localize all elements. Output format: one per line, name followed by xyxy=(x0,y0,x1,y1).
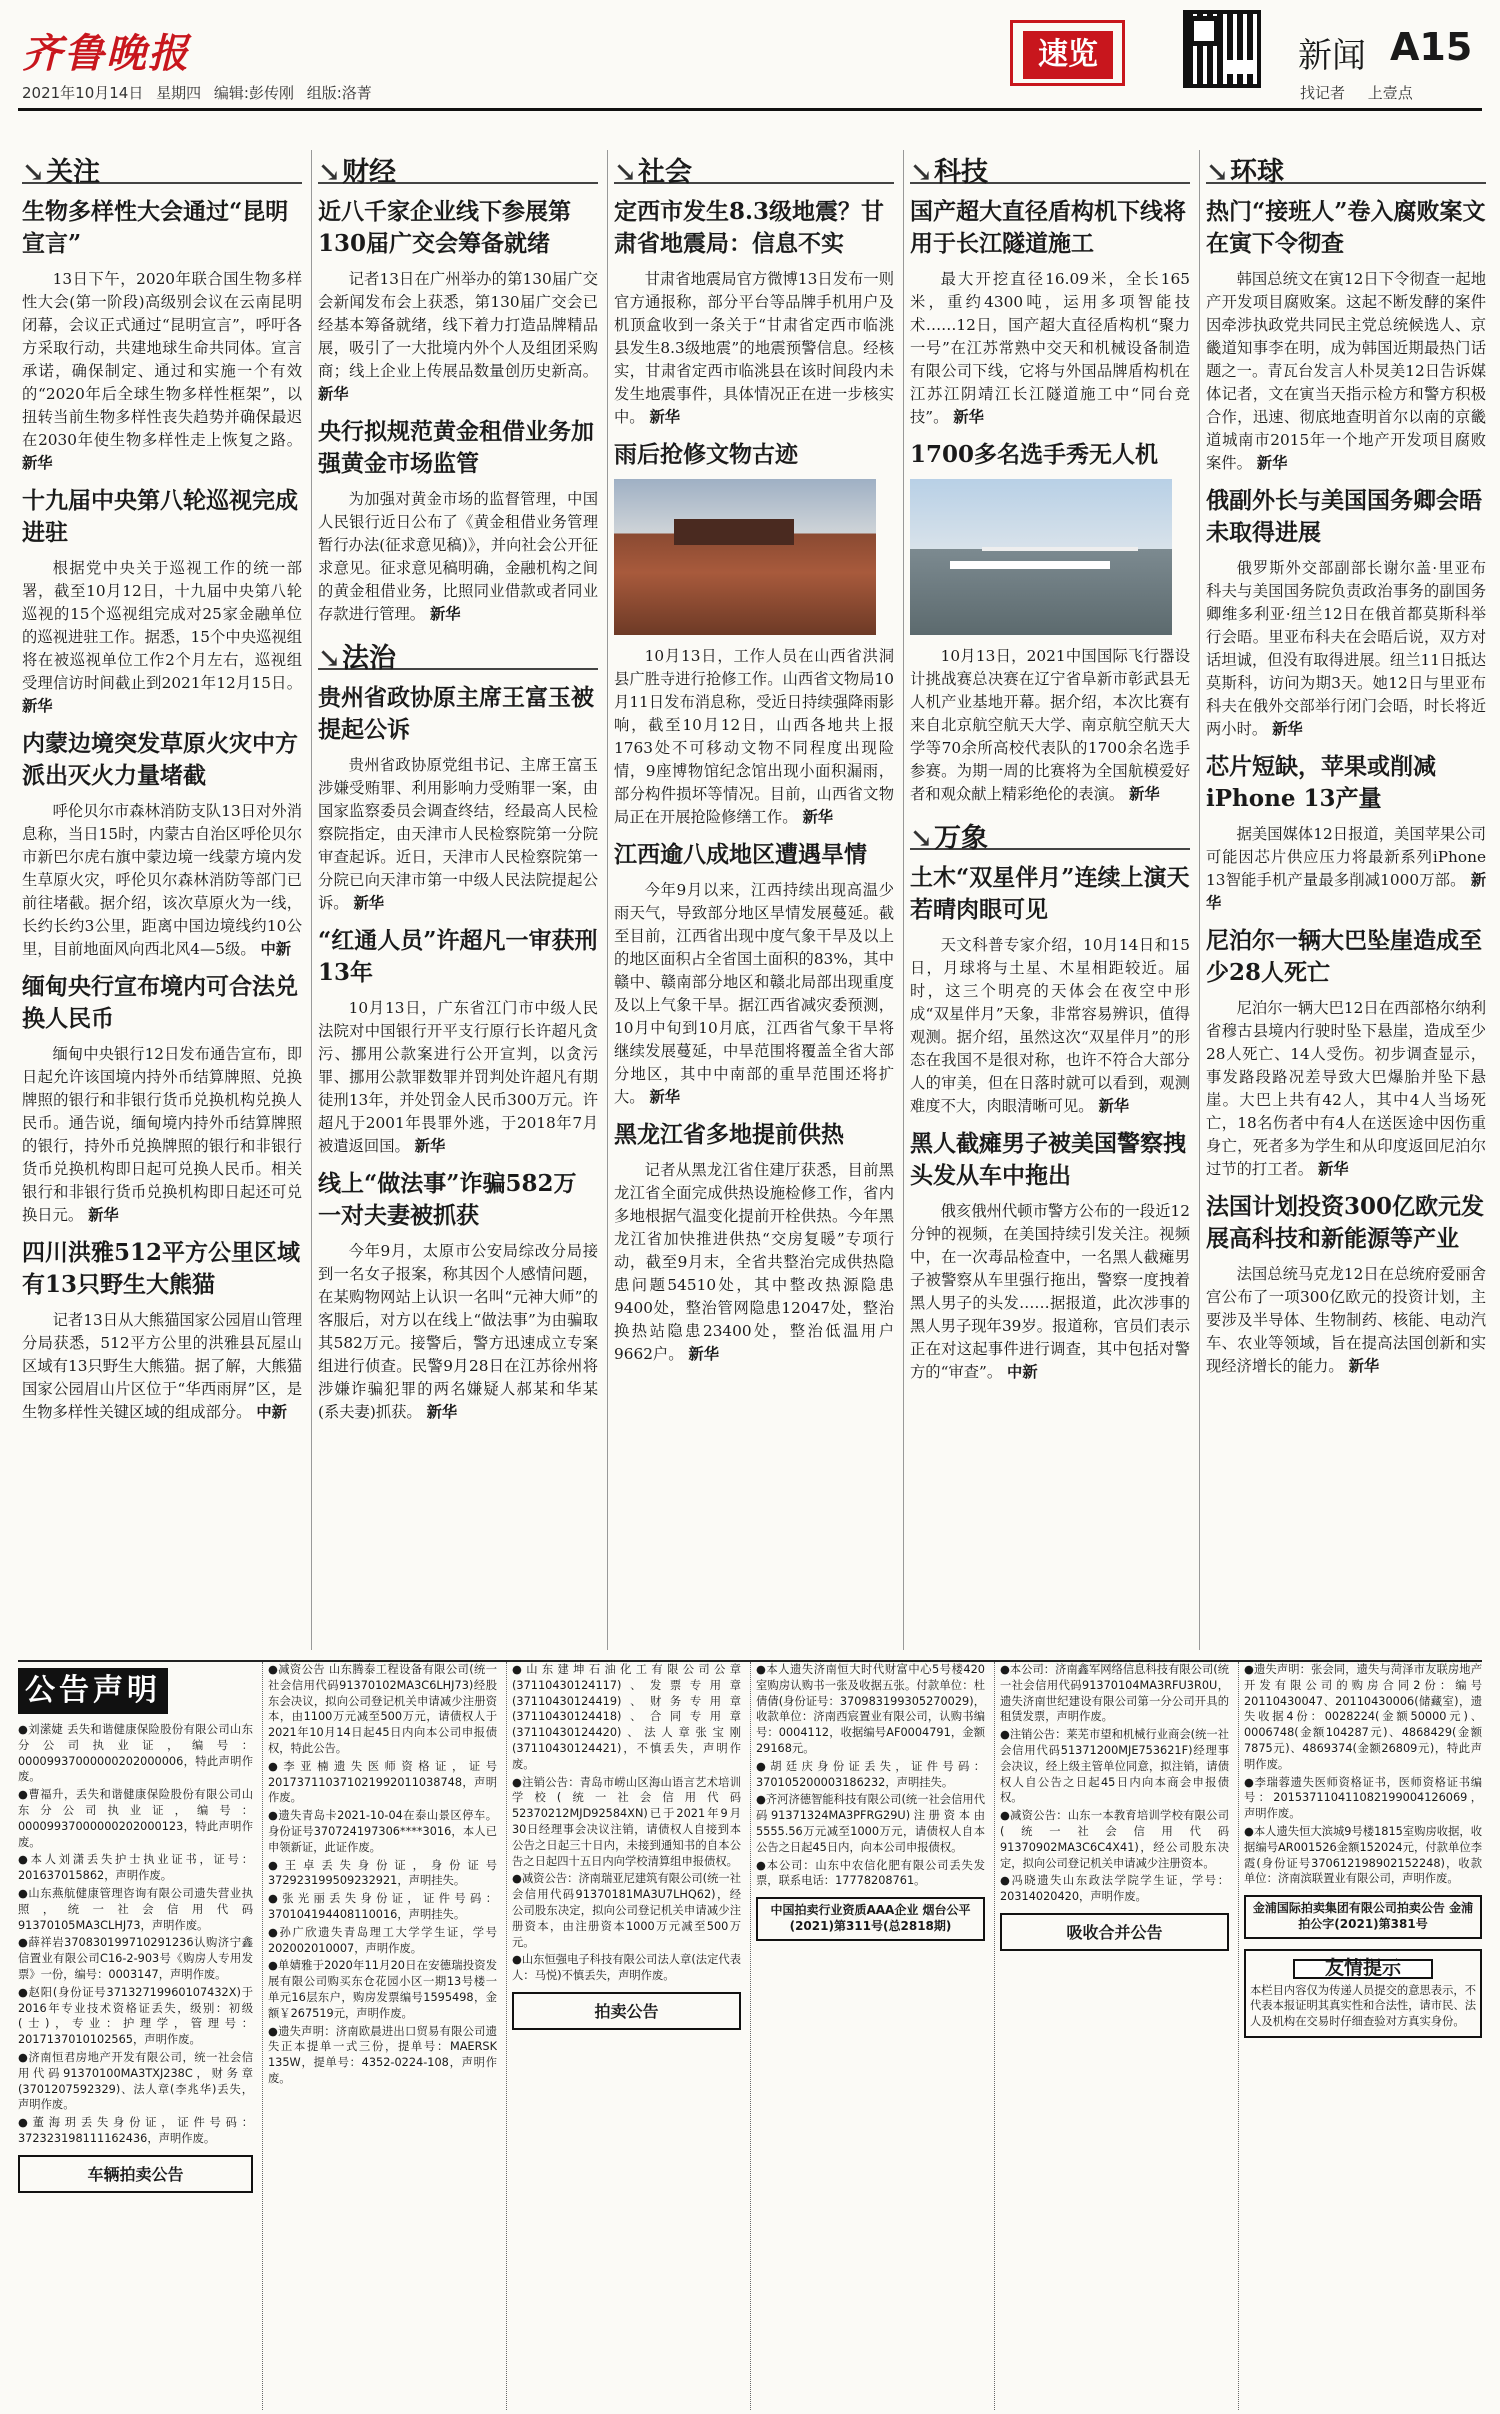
notice-item: ●刘潆婕 丢失和谐健康保险股份有限公司山东分公司执业证，编号：00009937000000202000006，特此声明作废。 xyxy=(18,1723,253,1784)
notice-item: ●注销公告：青岛市崂山区海山语言艺术培训学校(统一社会信用代码52370212MJD92584XN)已于2021年9月30日经理事会决议注销，请债权人自接到本公告之日起三十日内，未接到通知书的自本公告之日起四十五日内向学校清算组申报债权。 xyxy=(512,1775,741,1868)
article xyxy=(1206,196,1486,475)
article-body: 10月13日，广东省江门市中级人民法院对中国银行开平支行原行长许超凡贪污、挪用公款案进行公开宣判，以贪污罪、挪用公款罪数罪并罚判处许超凡有期徒刑13年，并处罚金人民币300万元。许超凡于2001年畏罪外逃，于2018年7月被遣返回国。 新华 xyxy=(318,999,598,1155)
notice-item: ●本人刘潇丢失护士执业证书，证号：201637015862，声明作废。 xyxy=(18,1853,253,1883)
column-world xyxy=(1206,150,1486,1650)
arrow-icon: ↘ xyxy=(1206,157,1229,188)
column-header: ↘万象 xyxy=(910,816,1190,850)
ad-column xyxy=(18,1662,253,2410)
tip-title: 友情提示 xyxy=(1293,1959,1433,1979)
article-body: 据美国媒体12日报道，美国苹果公司可能因芯片供应压力将最新系列iPhone 13智能手机产量最多削减1000万部。 新华 xyxy=(1206,825,1486,912)
article xyxy=(318,682,598,915)
notice-item: ●单婧雅于2020年11月20日在安德瑞投资发展有限公司购买东仓花园小区一期13号楼一单元16层东户，购房发票编号1595498，金额￥267519元，声明作废。 xyxy=(268,1959,497,2020)
dateline: 2021年10月14日 星期四 编辑:彭传刚 组版:洛菁 xyxy=(22,84,372,102)
article-body: 记者从黑龙江省住建厅获悉，目前黑龙江省全面完成供热设施检修工作，省内多地根据气温变化提前开栓供热。今年黑龙江省加快推进供热“交房复暖”专项行动，截至9月末，全省共整治完成供热隐患问题54510处，其中整改热源隐患9400处，整治管网隐患12047处，整治换热站隐患23400处，整治低温用户9662户。 新华 xyxy=(614,1161,894,1363)
column-tech xyxy=(910,150,1190,1650)
masthead xyxy=(0,0,1500,130)
notice-item: ●山东恒强电子科技有限公司法人章(法定代表人：马悦)不慎丢失，声明作废。 xyxy=(512,1953,741,1983)
article-title[interactable]: 国产超大直径盾构机下线将用于长江隧道施工 xyxy=(910,198,1186,257)
article xyxy=(910,196,1190,429)
article-title[interactable]: 内蒙边境突发草原火灾中方派出灭火力量堵截 xyxy=(22,730,298,789)
classified-ads xyxy=(18,1662,1482,2410)
article-title[interactable]: 江西逾八成地区遭遇旱情 xyxy=(614,841,867,868)
article-body: 最大开挖直径16.09米，全长165米，重约4300吨，运用多项智能技术……12日，国产超大直径盾构机“聚力一号”在江苏常熟中交天和机械设备制造有限公司下线，它将与外国品牌盾构机在江苏江阴靖江长江隧道施工中“同台竞技”。 新华 xyxy=(910,270,1190,426)
ad-column xyxy=(994,1662,1229,2410)
notice-item: ●遗失声明：张会同，遗失与菏泽市友联房地产开发有限公司的购房合同2份：编号20110430047、20110430006(储藏室)，遗失收据4份：0028224(金额50000元)、0006748(金额104287元)、4868429(金额7875元)、4869374(金额26809元)，特此声明作废。 xyxy=(1244,1663,1482,1771)
article xyxy=(22,485,302,718)
article-body: 呼伦贝尔市森林消防支队13日对外消息称，当日15时，内蒙古自治区呼伦贝尔市新巴尔虎右旗中蒙边境一线蒙方境内发生草原火灾，呼伦贝尔森林消防等部门已前往堵截。据介绍，该次草原火为一线，长约长约3公里，距离中国边境线约10公里，目前地面风向西北风4—5级。 中新 xyxy=(22,802,302,958)
article-title[interactable]: 黑龙江省多地提前供热 xyxy=(614,1121,844,1148)
notice-item: ●孙广欣遗失青岛理工大学学生证，学号202002010007，声明作废。 xyxy=(268,1925,497,1955)
notice-item: ●济南恒君房地产开发有限公司，统一社会信用代码91370100MA3TXJ238C，财务章(3701207592329)、法人章(李兆华)丢失，声明作废。 xyxy=(18,2050,253,2112)
column-header: ↘社会 xyxy=(614,150,894,184)
auction-box xyxy=(18,2155,253,2193)
article-title[interactable]: 1700多名选手秀无人机 xyxy=(910,441,1159,468)
merger-box xyxy=(1000,1913,1229,1951)
auction-box xyxy=(1244,1895,1482,1939)
article xyxy=(614,196,894,429)
article-body: 为加强对黄金市场的监督管理，中国人民银行近日公布了《黄金租借业务管理暂行办法(征求意见稿)》，并向社会公开征求意见。征求意见稿明确，金融机构之间的黄金租借业务，比照同业借款或者同业存款进行管理。 新华 xyxy=(318,490,598,623)
notice-item: ●山东建坤石油化工有限公司公章(37110430124117)、发票专用章(37110430124419)、财务专用章(37110430124418)、合同专用章(37110430124420)、法人章张宝刚(37110430124421)，不慎丢失，声明作废。 xyxy=(512,1663,741,1771)
arrow-icon: ↘ xyxy=(318,643,341,674)
arrow-icon: ↘ xyxy=(910,823,933,854)
article-title[interactable]: 芯片短缺，苹果或削减iPhone 13产量 xyxy=(1206,753,1436,812)
notice-item: ●冯晓遗失山东政法学院学生证，学号：20314020420，声明作废。 xyxy=(1000,1874,1229,1904)
column-header: ↘环球 xyxy=(1206,150,1486,184)
notice-item: ●曹福升，丢失和谐健康保险股份有限公司山东分公司执业证，编号：00009937000000202000123，特此声明作废。 xyxy=(18,1788,253,1849)
notice-item: ●本人遗失济南恒大时代财富中心5号楼420室购房认购书一张及收据五张。付款单位：杜倩倩(身份证号：370983199305270029)，收款单位：济南西宸置业有限公司，认购书编号：0004112，收据编号AF0004791，金额29168元。 xyxy=(756,1663,985,1755)
article-title[interactable]: 贵州省政协原主席王富玉被提起公诉 xyxy=(318,684,594,743)
ad-column xyxy=(262,1662,497,2410)
article-body: 10月13日，工作人员在山西省洪洞县广胜寺进行抢修工作。山西省文物局10月11日发布消息称，受近日持续强降雨影响，截至10月12日，山西各地共上报1763处不可移动文物不同程度出现险情，9座博物馆纪念馆出现小面积漏雨，部分构件损坏等情况。目前，山西省文物局正在开展抢险修缮工作。 新华 xyxy=(614,647,894,826)
ad-column xyxy=(1238,1662,1482,2410)
column-focus xyxy=(22,150,302,1650)
article xyxy=(614,1119,894,1366)
article-body: 记者13日从大熊猫国家公园眉山管理分局获悉，512平方公里的洪雅县瓦屋山区域有13只野生大熊猫。据了解，大熊猫国家公园眉山片区位于“华西雨屏”区，是生物多样性关键区域的组成部分。 中新 xyxy=(22,1311,302,1421)
auction-title: 中国拍卖行业资质AAA企业 烟台公平(2021)第311号(总2818期) xyxy=(770,1903,971,1933)
column-divider xyxy=(311,150,312,1650)
qr-code-icon xyxy=(1183,10,1261,88)
article xyxy=(614,839,894,1109)
arrow-icon: ↘ xyxy=(22,157,45,188)
article xyxy=(22,728,302,961)
column-header: ↘科技 xyxy=(910,150,1190,184)
article-title[interactable]: 缅甸央行宣布境内可合法兑换人民币 xyxy=(22,973,298,1032)
article-title[interactable]: 线上“做法事”诈骗582万一对夫妻被抓获 xyxy=(318,1170,577,1229)
article-title[interactable]: 雨后抢修文物古迹 xyxy=(614,441,798,468)
merger-title: 吸收合并公告 xyxy=(1066,1922,1163,1942)
article xyxy=(22,1237,302,1424)
article-body: 记者13日在广州举办的第130届广交会新闻发布会上获悉，第130届广交会已经基本筹备就绪，线下着力打造品牌精品展，吸引了一大批境内外个人及组团采购商；线上企业上传展品数量创历史新高。 新华 xyxy=(318,270,598,403)
arrow-icon: ↘ xyxy=(318,157,341,188)
article xyxy=(910,1128,1190,1384)
notice-item: ●减资公告：山东一本教育培训学校有限公司(统一社会信用代码91370902MA3C6C4X41)，经公司股东决定，拟向公司登记机关申请减少注册资本。 xyxy=(1000,1809,1229,1870)
notice-item: ●张光丽丢失身份证，证件号码：370104194408110016，声明挂失。 xyxy=(268,1892,497,1921)
auction-title: 拍卖公告 xyxy=(594,2001,659,2021)
masthead-rule xyxy=(18,108,1482,111)
arrow-icon: ↘ xyxy=(614,157,637,188)
notice-item: ●减资公告 山东腾泰工程设备有限公司(统一社会信用代码91370102MA3C6LHJ73)经股东会决议，拟向公司登记机关申请减少注册资本，由1100万元减至500万元，请债权人于2021年10月14日起45日内向本公司申报债权，特此公告。 xyxy=(268,1663,497,1755)
notice-item: ●王卓丢失身份证，身份证号372923199509232921，声明挂失。 xyxy=(268,1858,497,1888)
quick-read-badge xyxy=(1010,20,1125,86)
article-body: 俄亥俄州代顿市警方公布的一段近12分钟的视频，在美国持续引发关注。视频中，在一次毒品检查中，一名黑人截瘫男子被警察从车里强行拖出，警察一度拽着黑人男子的头发……据报道，此次涉事的黑人男子现年39岁。报道称，官员们表示正在对这起事件进行调查，其中包括对警方的“审查”。 中新 xyxy=(910,1202,1190,1381)
notice-item: ●注销公告：莱芜市望和机械行业商会(统一社会信用代码51371200MJE753621F)经理事会决议，经上级主管单位同意，拟注销，请债权人自公告之日起45日内向本商会申报债权。 xyxy=(1000,1728,1229,1805)
notice-item: ●齐河济德智能科技有限公司(统一社会信用代码91371324MA3PFRG29U)注册资本由5555.56万元减至1000万元，请债权人自本公告之日起45日内，向本公司申报债权。 xyxy=(756,1793,985,1854)
notice-item: ●减资公告：济南瑞亚尼建筑有限公司(统一社会信用代码91370181MA3U7LHQ62)，经公司股东决定，拟向公司登记机关申请减少注册资本，由注册资本1000万元减至500万元。 xyxy=(512,1872,741,1949)
editor-contact: 找记者 上壹点 xyxy=(1300,84,1413,102)
friendly-tip-box xyxy=(1244,1949,1482,2038)
article xyxy=(22,196,302,475)
article-body: 韩国总统文在寅12日下令彻查一起地产开发项目腐败案。这起不断发酵的案件因牵涉执政党共同民主党总统候选人、京畿道知事李在明，成为韩国近期最热门话题之一。青瓦台发言人朴炅美12日告诉媒体记者，文在寅当天指示检方和警方积极合作，迅速、彻底地查明首尔以南的京畿道城南市2015年一个地产开发项目腐败案件。 新华 xyxy=(1206,270,1486,472)
article xyxy=(318,925,598,1158)
notice-title: 公告声明 xyxy=(18,1668,168,1714)
article xyxy=(1206,751,1486,915)
drone-contest-photo xyxy=(910,479,1172,635)
article-body: 今年9月以来，江西持续出现高温少雨天气，导致部分地区旱情发展蔓延。截至目前，江西省出现中度气象干旱及以上的地区面积占全省国土面积的83%，其中赣中、赣南部分地区和赣北局部出现重度及以上气象干旱。据江西省减灾委预测，10月中旬到10月底，江西省气象干旱将继续发展蔓延，中旱范围将覆盖全省大部分地区，其中中南部的重旱范围还将扩大。 新华 xyxy=(614,881,894,1106)
article-body: 今年9月，太原市公安局综改分局接到一名女子报案，称其因个人感情问题，在某购物网站上认识一名叫“元神大师”的客服后，对方以在线上“做法事”为由骗取其582万元。接警后，警方迅速成立专案组进行侦查。民警9月28日在江苏徐州将涉嫌诈骗犯罪的两名嫌疑人郝某和华某(系夫妻)抓获。 新华 xyxy=(318,1242,598,1421)
article-body: 10月13日，2021中国国际飞行器设计挑战赛总决赛在辽宁省阜新市彰武县无人机产业基地开幕。据介绍，本次比赛有来自北京航空航天大学、南京航空航天大学等70余所高校代表队的1700余名选手参赛。为期一周的比赛将为全国航模爱好者和观众献上精彩绝伦的表演。 新华 xyxy=(910,647,1190,803)
column-header: ↘法治 xyxy=(318,636,598,670)
column-header: ↘财经 xyxy=(318,150,598,184)
column-finance xyxy=(318,150,598,1650)
article-title[interactable]: 生物多样性大会通过“昆明宣言” xyxy=(22,198,289,257)
quick-read-label: 速览 xyxy=(1023,31,1113,79)
notice-item: ●李瑞蓉遗失医师资格证书，医师资格证书编号：201537110411082199004126069，声明作废。 xyxy=(1244,1775,1482,1821)
notice-item: ●本公司：山东中农信化肥有限公司丢失发票，联系电话：17778208761。 xyxy=(756,1858,985,1888)
column-society xyxy=(614,150,894,1650)
newspaper-logo: 齐鲁晚报 xyxy=(22,30,190,77)
article-body: 俄罗斯外交部副部长谢尔盖·里亚布科夫与美国国务院负责政治事务的副国务卿维多利亚·纽兰12日在俄首都莫斯科举行会晤。里亚布科夫在会晤后说，双方对话坦诚，但没有取得进展。纽兰11日抵达莫斯科，访问为期3天。她12日与里亚布科夫在俄外交部举行闭门会晤，时长将近两小时。 新华 xyxy=(1206,559,1486,738)
article-title[interactable]: 俄副外长与美国国务卿会晤未取得进展 xyxy=(1206,487,1482,546)
article-title[interactable]: 法国计划投资300亿欧元发展高科技和新能源等产业 xyxy=(1206,1193,1485,1252)
article-title[interactable]: 土木“双星伴月”连续上演天若晴肉眼可见 xyxy=(910,864,1190,923)
notice-item: ●本人遗失恒大滨城9号楼1815室购房收据，收据编号AR001526金额152024元，付款单位李霞(身份证号370612198902152248)，收款单位：济南滨联置业有限公司，声明作废。 xyxy=(1244,1824,1482,1886)
auction-title: 金浦国际拍卖集团有限公司拍卖公告 金浦拍公字(2021)第381号 xyxy=(1252,1901,1474,1931)
notice-item: ●薛祥岩370830199710291236认购济宁鑫信置业有限公司C16-2-903号《购房人专用发票》一份，编号：0003147，声明作废。 xyxy=(18,1936,253,1981)
article xyxy=(318,1168,598,1424)
article-body: 根据党中央关于巡视工作的统一部署，截至10月12日，十九届中央第八轮巡视的15个巡视组完成对25家金融单位的巡视进驻工作。据悉，15个中央巡视组将在被巡视单位工作2个月左右，巡视组受理信访时间截止到2021年12月15日。 新华 xyxy=(22,559,302,715)
article-title[interactable]: 近八千家企业线下参展第130届广交会筹备就绪 xyxy=(318,198,571,257)
ad-column xyxy=(750,1662,985,2410)
notice-item: ●本公司：济南鑫军网络信息科技有限公司(统一社会信用代码91370104MA3RFU3R0U，遗失济南世纪建设有限公司第一分公司开具的租赁发票，声明作废。 xyxy=(1000,1663,1229,1724)
article-title[interactable]: 定西市发生8.3级地震？甘肃省地震局：信息不实 xyxy=(614,198,885,257)
notice-item: ●山东燕航健康管理咨询有限公司遗失营业执照，统一社会信用代码91370105MA3CLHJ73，声明作废。 xyxy=(18,1886,253,1932)
article xyxy=(614,439,894,829)
article-body: 甘肃省地震局官方微博13日发布一则官方通报称，部分平台等品牌手机用户及机顶盒收到一条关于“甘肃省定西市临洮县发生8.3级地震”的地震预警信息。经核实，甘肃省定西市临洮县在该时间段内未发生地震事件，具体情况正在进一步核实中。 新华 xyxy=(614,270,894,426)
tip-body: 本栏目内容仅为传递人员提交的意思表示，不代表本报证明其真实性和合法性，请市民、法人及机构在交易时仔细查验对方真实身份。 xyxy=(1250,1983,1476,2029)
notice-item: ●李亚楠遗失医师资格证，证号201737110371021992011038748，声明作废。 xyxy=(268,1759,497,1805)
article xyxy=(22,971,302,1227)
section-name: 新闻 xyxy=(1298,36,1366,76)
page-code: A15 xyxy=(1390,25,1473,69)
column-divider xyxy=(607,150,608,1650)
temple-repair-photo xyxy=(614,479,876,635)
article-body: 法国总统马克龙12日在总统府爱丽舍宫公布了一项300亿欧元的投资计划，主要涉及半导体、生物制药、核能、电动汽车、农业等领域，旨在提高法国创新和实现经济增长的能力。 新华 xyxy=(1206,1265,1486,1375)
article xyxy=(318,416,598,626)
notice-item: ●赵阳(身份证号37132719960107432X)于2016年专业技术资格证丢失，级别：初级(士)，专业：护理学，管理号：2017137010102565，声明作废。 xyxy=(18,1985,253,2047)
column-header: ↘关注 xyxy=(22,150,302,184)
article-body: 13日下午，2020年联合国生物多样性大会(第一阶段)高级别会议在云南昆明闭幕，会议正式通过“昆明宣言”，呼吁各方采取行动，共建地球生命共同体。宣言承诺，确保制定、通过和实施一个有效的“2020年后全球生物多样性框架”，以扭转当前生物多样性丧失趋势并确保最迟在2030年使生物多样性走上恢复之路。 新华 xyxy=(22,270,302,472)
column-divider xyxy=(903,150,904,1650)
notice-item: ●胡廷庆身份证丢失，证件号码：370105200003186232，声明挂失。 xyxy=(756,1759,985,1789)
article-body: 贵州省政协原党组书记、主席王富玉涉嫌受贿罪、利用影响力受贿罪一案，由国家监察委员会调查终结，经最高人民检察院指定，由天津市人民检察院第一分院审查起诉。近日，天津市人民检察院第一分院已向天津市第一中级人民法院提起公诉。 新华 xyxy=(318,756,598,912)
column-divider xyxy=(1199,150,1200,1650)
article-title[interactable]: 央行拟规范黄金租借业务加强黄金市场监管 xyxy=(318,418,594,477)
article-title[interactable]: 十九届中央第八轮巡视完成进驻 xyxy=(22,487,298,546)
article-body: 尼泊尔一辆大巴12日在西部格尔纳利省穆古县境内行驶时坠下悬崖，造成至少28人死亡、14人受伤。初步调查显示，事发路段路况差导致大巴爆胎并坠下悬崖。大巴上共有42人，其中4人当场死亡，18名伤者中有4人在送医途中因伤重身亡，死者多为学生和从印度返回尼泊尔过节的打工者。 新华 xyxy=(1206,999,1486,1178)
article-title[interactable]: 尼泊尔一辆大巴坠崖造成至少28人死亡 xyxy=(1206,927,1482,986)
article xyxy=(910,439,1190,806)
article-title[interactable]: 四川洪雅512平方公里区域有13只野生大熊猫 xyxy=(22,1239,301,1298)
article xyxy=(1206,1191,1486,1378)
article-title[interactable]: 黑人截瘫男子被美国警察拽头发从车中拖出 xyxy=(910,1130,1186,1189)
article-title[interactable]: “红通人员”许超凡一审获刑13年 xyxy=(318,927,598,986)
auction-box xyxy=(756,1897,985,1941)
auction-title: 车辆拍卖公告 xyxy=(87,2164,184,2184)
article-body: 天文科普专家介绍，10月14日和15日，月球将与土星、木星相距较近。届时，这三个明亮的天体会在夜空中形成“双星伴月”天象，非常容易辨识，值得观测。据介绍，虽然这次“双星伴月”的形态在我国不是很对称，也许不符合大部分人的审美，但在日落时就可以看到，观测难度不大，肉眼清晰可见。 新华 xyxy=(910,936,1190,1115)
notice-item: ●遗失青岛卡2021-10-04在泰山景区停车。身份证号370724197306****3016，本人已申领新证，此证作废。 xyxy=(268,1809,497,1854)
article xyxy=(910,862,1190,1118)
article xyxy=(318,196,598,406)
notice-item: ●董海玥丢失身份证，证件号码：372323198111162436，声明作废。 xyxy=(18,2116,253,2145)
arrow-icon: ↘ xyxy=(910,157,933,188)
notice-item: ●遗失声明：济南欧晨进出口贸易有限公司遗失正本提单一式三份，提单号：MAERSK 135W，提单号：4352-0224-108，声明作废。 xyxy=(268,2024,497,2085)
ad-column xyxy=(506,1662,741,2410)
auction-box xyxy=(512,1992,741,2030)
article-body: 缅甸中央银行12日发布通告宣布，即日起允许该国境内持外币结算牌照、兑换牌照的银行和非银行货币兑换机构兑换人民币。通告说，缅甸境内持外币结算牌照的银行，持外币兑换牌照的银行和非银行货币兑换机构即日起可兑换人民币。相关银行和非银行货币兑换机构即日起还可兑换日元。 新华 xyxy=(22,1045,302,1224)
article xyxy=(1206,485,1486,741)
article-title[interactable]: 热门“接班人”卷入腐败案文在寅下令彻查 xyxy=(1206,198,1486,257)
article xyxy=(1206,925,1486,1181)
